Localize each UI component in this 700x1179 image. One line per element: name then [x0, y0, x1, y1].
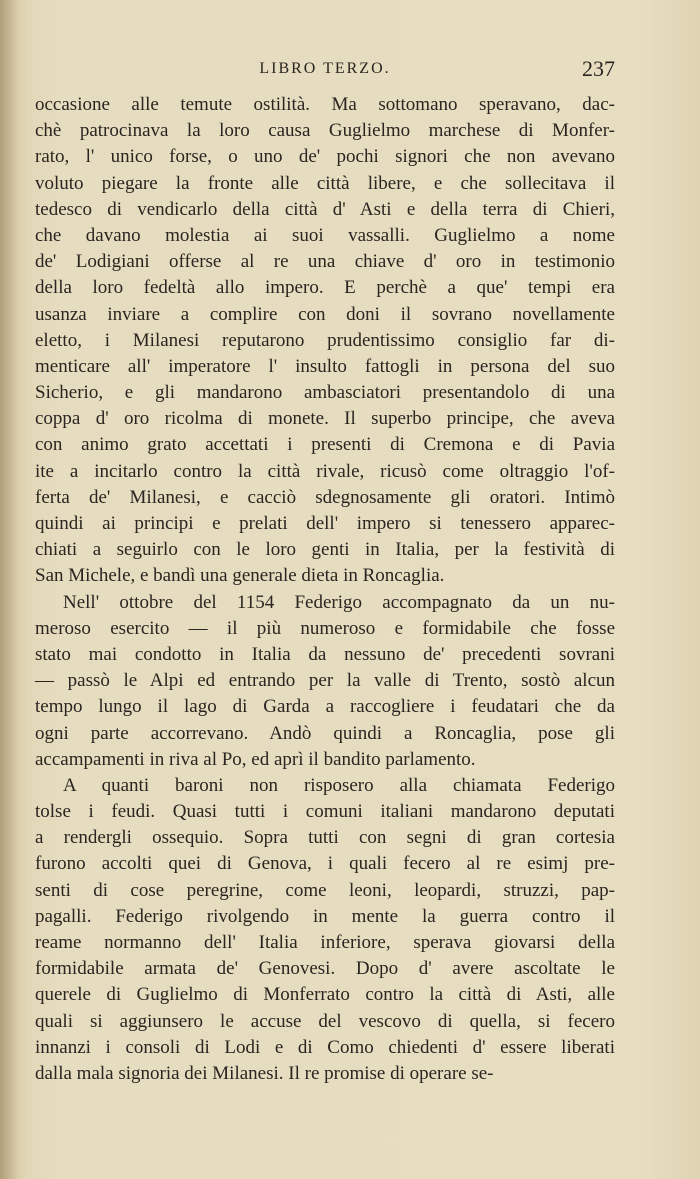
text-line: rato, l' unico forse, o uno de' pochi signori che non avevano — [35, 146, 615, 168]
text-line: de' Lodigiani offerse al re una chiave d' oro in testimonio — [35, 251, 615, 273]
text-line: chiati a seguirlo con le loro genti in Italia, per la festività di — [35, 539, 615, 561]
spine-shadow — [0, 0, 18, 1179]
text-line: furono accolti quei di Genova, i quali fecero al re esimj pre- — [35, 853, 615, 875]
text-line: tempo lungo il lago di Garda a raccogliere i feudatari che da — [35, 696, 615, 718]
body-text — [35, 92, 615, 1087]
text-line: Sicherio, e gli mandarono ambasciatori presentandolo di una — [35, 382, 615, 404]
text-line: innanzi i consoli di Lodi e di Como chiedenti d' essere liberati — [35, 1036, 615, 1058]
text-line: A quanti baroni non risposero alla chiamata Federigo — [63, 774, 615, 796]
text-line: Nell' ottobre del 1154 Federigo accompagnato da un nu- — [63, 591, 615, 613]
paragraph — [35, 773, 615, 1087]
text-line: dalla mala signoria dei Milanesi. Il re promise di operare se- — [35, 1062, 494, 1084]
page-number: 237 — [582, 56, 615, 81]
text-line: ogni parte accorrevano. Andò quindi a Roncaglia, pose gli — [35, 722, 615, 744]
text-line: reame normanno dell' Italia inferiore, sperava giovarsi della — [35, 932, 615, 953]
text-line: coppa d' oro ricolma di monete. Il superbo principe, che aveva — [35, 408, 615, 430]
text-line: tolse i feudi. Quasi tutti i comuni italiani mandarono deputati — [35, 801, 615, 823]
text-line: chè patrocinava la loro causa Guglielmo marchese di Monfer- — [35, 120, 615, 142]
text-line: accampamenti in riva al Po, ed aprì il bandito parlamento. — [35, 748, 476, 770]
text-line: ite a incitarlo contro la città rivale, ricusò come oltraggio l'of- — [35, 460, 615, 482]
paragraph — [35, 92, 615, 590]
text-line: meroso esercito — il più numeroso e formidabile che fosse — [35, 617, 615, 639]
page-header — [35, 56, 615, 86]
text-line: — passò le Alpi ed entrando per la valle di Trento, sostò alcun — [35, 670, 615, 692]
text-line: senti di cose peregrine, come leoni, leopardi, struzzi, pap- — [35, 879, 615, 901]
text-line: quali si aggiunsero le accuse del vescovo di quella, si fecero — [35, 1010, 615, 1032]
text-line: che davano molestia ai suoi vassalli. Guglielmo a nome — [35, 224, 615, 246]
text-line: della loro fedeltà allo impero. E perchè a que' tempi era — [35, 277, 615, 299]
text-line: pagalli. Federigo rivolgendo in mente la guerra contro il — [35, 905, 615, 927]
text-line: quindi ai principi e prelati dell' impero si tenessero apparec- — [35, 513, 615, 534]
text-line: usanza inviare a complire con doni il sovrano novellamente — [35, 303, 615, 325]
text-line: tedesco di vendicarlo della città d' Asti e della terra di Chieri, — [35, 198, 615, 220]
text-line: querele di Guglielmo di Monferrato contro la città di Asti, alle — [35, 984, 615, 1006]
text-line: ferta de' Milanesi, e cacciò sdegnosamente gli oratori. Intimò — [35, 486, 615, 508]
text-line: voluto piegare la fronte alle città libere, e che sollecitava il — [35, 172, 615, 194]
text-line: formidabile armata de' Genovesi. Dopo d' avere ascoltate le — [35, 958, 615, 980]
text-line: stato mai condotto in Italia da nessuno de' precedenti sovrani — [35, 643, 615, 665]
text-line: occasione alle temute ostilità. Ma sottomano speravano, dac- — [35, 94, 615, 115]
text-line: a rendergli ossequio. Sopra tutti con segni di gran cortesia — [35, 827, 615, 849]
text-line: San Michele, e bandì una generale dieta in Roncaglia. — [35, 565, 445, 587]
running-head: LIBRO TERZO. — [259, 60, 391, 77]
text-line: con animo grato accettati i presenti di Cremona e di Pavia — [35, 434, 615, 456]
text-line: eletto, i Milanesi reputarono prudentissimo consiglio far di- — [35, 329, 615, 351]
paragraph — [35, 590, 615, 773]
text-line: menticare all' imperatore l' insulto fattogli in persona del suo — [35, 355, 615, 377]
